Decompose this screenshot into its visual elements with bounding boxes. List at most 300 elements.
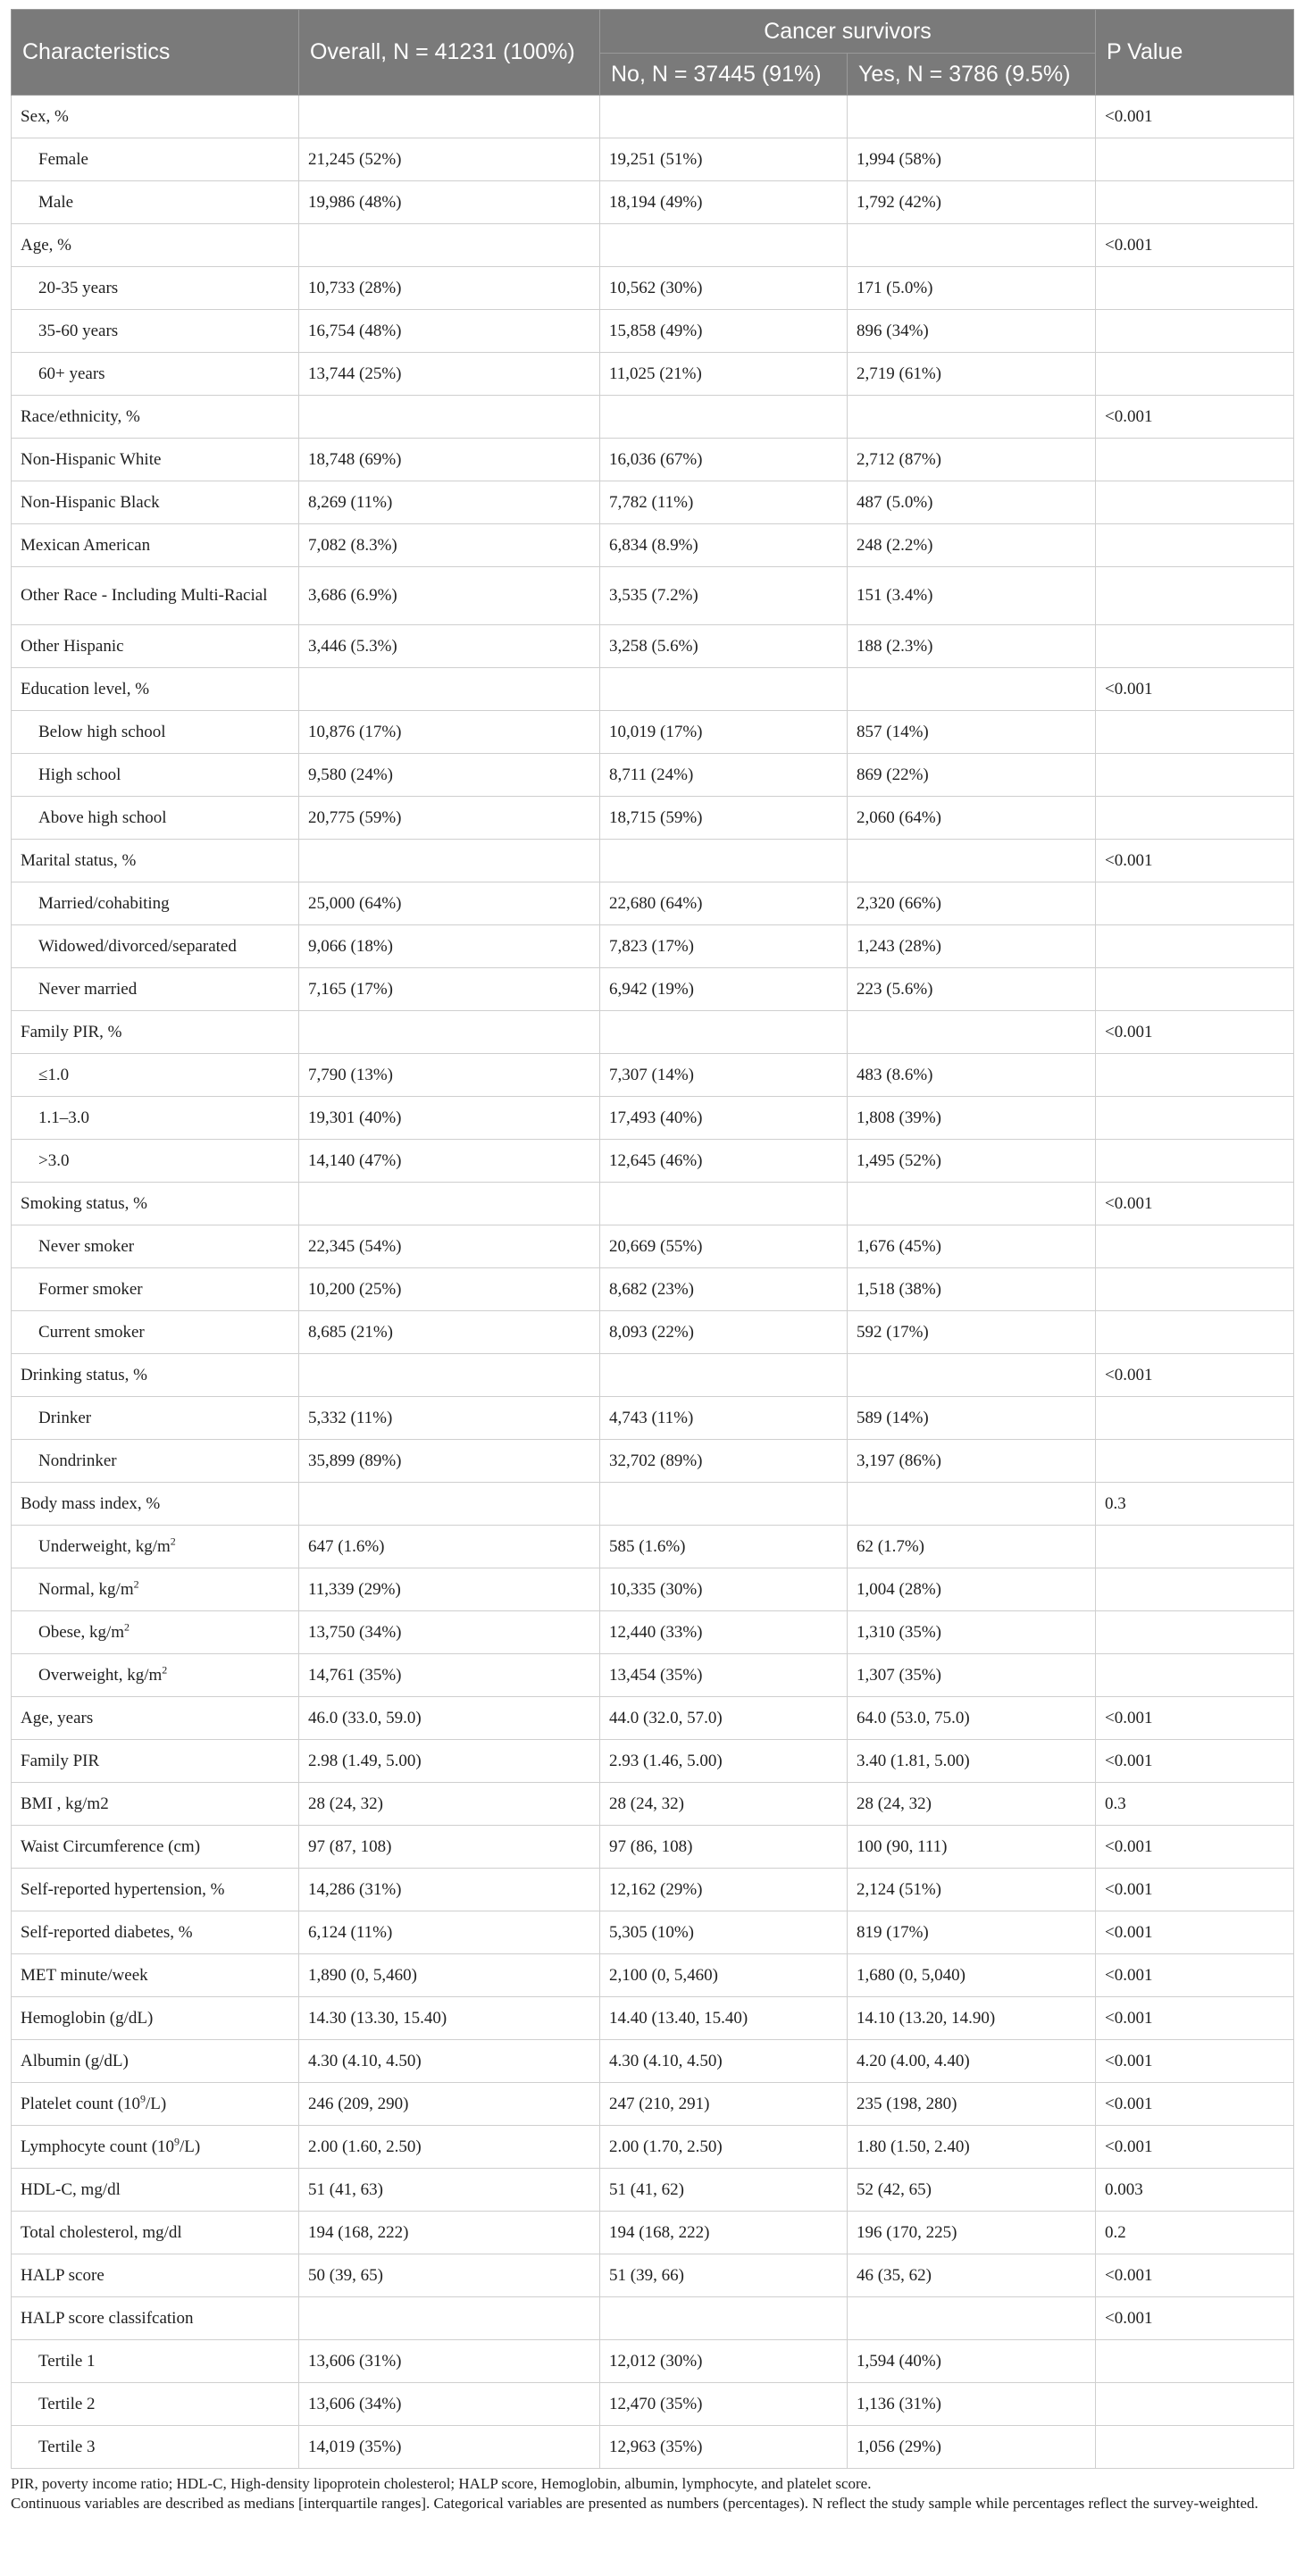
cell-characteristic (12, 797, 299, 840)
cell-label-text: Total cholesterol, mg/dl (21, 2222, 182, 2242)
cell-no: 585 (1.6%) (600, 1526, 848, 1568)
cell-p-value: <0.001 (1096, 1354, 1294, 1397)
cell-overall: 14,019 (35%) (299, 2426, 600, 2469)
cell-characteristic (12, 2040, 299, 2083)
cell-label-suffix: /L) (180, 2137, 201, 2156)
table-row (12, 1997, 1294, 2040)
cell-characteristic (12, 2297, 299, 2340)
cell-yes: 14.10 (13.20, 14.90) (848, 1997, 1096, 2040)
cell-no (600, 1483, 848, 1526)
cell-p-value: 0.2 (1096, 2212, 1294, 2254)
table-row (12, 2169, 1294, 2212)
cell-p-value (1096, 1611, 1294, 1654)
cell-yes: 28 (24, 32) (848, 1783, 1096, 1826)
cell-overall: 647 (1.6%) (299, 1526, 600, 1568)
cell-label-superscript: 2 (162, 1663, 168, 1677)
cell-yes (848, 1483, 1096, 1526)
cell-p-value: <0.001 (1096, 1869, 1294, 1911)
cell-no: 4,743 (11%) (600, 1397, 848, 1440)
cell-overall: 11,339 (29%) (299, 1568, 600, 1611)
cell-yes (848, 1183, 1096, 1225)
cell-no: 7,782 (11%) (600, 481, 848, 524)
cell-no (600, 224, 848, 267)
cell-no (600, 96, 848, 138)
cell-overall: 16,754 (48%) (299, 310, 600, 353)
cell-label-text: Above high school (38, 807, 167, 827)
cell-label-text: Never married (38, 979, 138, 999)
cell-no: 2,100 (0, 5,460) (600, 1954, 848, 1997)
cell-yes: 487 (5.0%) (848, 481, 1096, 524)
cell-no: 2.93 (1.46, 5.00) (600, 1740, 848, 1783)
cell-characteristic (12, 1011, 299, 1054)
cell-characteristic (12, 2426, 299, 2469)
cell-label-text: Tertile 2 (38, 2394, 96, 2413)
cell-yes: 171 (5.0%) (848, 267, 1096, 310)
cell-label-text: Married/cohabiting (38, 893, 170, 913)
cell-p-value: 0.3 (1096, 1483, 1294, 1526)
cell-p-value (1096, 567, 1294, 625)
cell-p-value (1096, 181, 1294, 224)
cell-p-value: 0.3 (1096, 1783, 1294, 1826)
cell-no: 10,335 (30%) (600, 1568, 848, 1611)
cell-characteristic (12, 925, 299, 968)
cell-characteristic (12, 439, 299, 481)
cell-p-value (1096, 1397, 1294, 1440)
cell-yes: 64.0 (53.0, 75.0) (848, 1697, 1096, 1740)
cell-characteristic (12, 1140, 299, 1183)
cell-characteristic (12, 1054, 299, 1097)
cell-label-text: Family PIR (21, 1751, 100, 1770)
table-row (12, 2297, 1294, 2340)
cell-p-value: <0.001 (1096, 2126, 1294, 2169)
cell-characteristic (12, 1311, 299, 1354)
table-footnotes (11, 2474, 1293, 2513)
table-row (12, 668, 1294, 711)
cell-label-text: >3.0 (38, 1150, 70, 1170)
cell-overall: 3,686 (6.9%) (299, 567, 600, 625)
table-row (12, 1568, 1294, 1611)
cell-characteristic (12, 2254, 299, 2297)
cell-no (600, 840, 848, 882)
cell-no: 18,194 (49%) (600, 181, 848, 224)
table-row (12, 224, 1294, 267)
cell-label-text: Obese, kg/m (38, 1622, 125, 1642)
cell-p-value: <0.001 (1096, 1954, 1294, 1997)
table-row (12, 481, 1294, 524)
table-row (12, 310, 1294, 353)
cell-yes: 2,124 (51%) (848, 1869, 1096, 1911)
cell-overall (299, 1183, 600, 1225)
cell-yes: 2,060 (64%) (848, 797, 1096, 840)
cell-p-value (1096, 138, 1294, 181)
cell-label-text: MET minute/week (21, 1965, 148, 1985)
table-row (12, 2126, 1294, 2169)
cell-characteristic (12, 625, 299, 668)
table-row (12, 1740, 1294, 1783)
cell-yes (848, 224, 1096, 267)
table-row (12, 711, 1294, 754)
cell-p-value: <0.001 (1096, 2083, 1294, 2126)
footnote-methods: Continuous variables are described as medians [interquartile ranges]. Categorical variables are presented as numbers (percentages). N reflect the study sample while percentages reflect the survey-weighted. (11, 2495, 1258, 2512)
cell-yes: 1,243 (28%) (848, 925, 1096, 968)
cell-yes (848, 668, 1096, 711)
cell-characteristic (12, 1654, 299, 1697)
cell-no: 12,162 (29%) (600, 1869, 848, 1911)
cell-label-text: Sex, % (21, 106, 69, 126)
cell-no: 10,019 (17%) (600, 711, 848, 754)
cell-yes: 1,136 (31%) (848, 2383, 1096, 2426)
cell-label-text: Drinker (38, 1408, 92, 1427)
cell-no: 8,711 (24%) (600, 754, 848, 797)
cell-p-value (1096, 1268, 1294, 1311)
table-row (12, 1826, 1294, 1869)
cell-overall (299, 96, 600, 138)
cell-characteristic (12, 1440, 299, 1483)
cell-characteristic (12, 310, 299, 353)
cell-p-value (1096, 754, 1294, 797)
table-row (12, 524, 1294, 567)
cell-no: 12,645 (46%) (600, 1140, 848, 1183)
cell-label-text: Female (38, 149, 88, 169)
cell-p-value: <0.001 (1096, 1911, 1294, 1954)
cell-overall: 22,345 (54%) (299, 1225, 600, 1268)
cell-characteristic (12, 1397, 299, 1440)
table-row (12, 2426, 1294, 2469)
cell-characteristic (12, 2340, 299, 2383)
cell-overall: 7,790 (13%) (299, 1054, 600, 1097)
cell-p-value: <0.001 (1096, 224, 1294, 267)
cell-overall: 246 (209, 290) (299, 2083, 600, 2126)
cell-label-text: ≤1.0 (38, 1065, 70, 1084)
table-row (12, 1911, 1294, 1954)
cell-overall (299, 1011, 600, 1054)
cell-overall: 46.0 (33.0, 59.0) (299, 1697, 600, 1740)
cell-characteristic (12, 2212, 299, 2254)
cell-yes: 1,808 (39%) (848, 1097, 1096, 1140)
cell-yes: 589 (14%) (848, 1397, 1096, 1440)
cell-overall: 14,761 (35%) (299, 1654, 600, 1697)
table-row (12, 2212, 1294, 2254)
cell-no: 8,093 (22%) (600, 1311, 848, 1354)
cell-overall: 194 (168, 222) (299, 2212, 600, 2254)
header-p-value: P Value (1096, 10, 1294, 96)
cell-label-text: BMI , kg/m2 (21, 1794, 109, 1813)
cell-characteristic (12, 1697, 299, 1740)
cell-characteristic (12, 754, 299, 797)
table-row (12, 1183, 1294, 1225)
cell-p-value (1096, 1054, 1294, 1097)
cell-label-suffix: /L) (146, 2094, 167, 2113)
cell-label-text: HDL-C, mg/dl (21, 2179, 121, 2199)
cell-label-text: Body mass index, % (21, 1493, 161, 1513)
cell-no: 32,702 (89%) (600, 1440, 848, 1483)
table-row (12, 1654, 1294, 1697)
cell-yes: 100 (90, 111) (848, 1826, 1096, 1869)
cell-no: 3,258 (5.6%) (600, 625, 848, 668)
cell-p-value (1096, 968, 1294, 1011)
cell-characteristic (12, 181, 299, 224)
cell-no: 12,440 (33%) (600, 1611, 848, 1654)
cell-overall: 13,750 (34%) (299, 1611, 600, 1654)
cell-p-value (1096, 2426, 1294, 2469)
table-row (12, 1097, 1294, 1140)
table-row (12, 2254, 1294, 2297)
cell-no (600, 668, 848, 711)
table-row (12, 1526, 1294, 1568)
cell-no: 13,454 (35%) (600, 1654, 848, 1697)
cell-characteristic (12, 1268, 299, 1311)
cell-no: 12,963 (35%) (600, 2426, 848, 2469)
cell-p-value: <0.001 (1096, 2254, 1294, 2297)
cell-p-value: <0.001 (1096, 840, 1294, 882)
cell-no: 4.30 (4.10, 4.50) (600, 2040, 848, 2083)
cell-no (600, 1354, 848, 1397)
cell-p-value (1096, 481, 1294, 524)
characteristics-table (11, 9, 1294, 2469)
cell-p-value: <0.001 (1096, 2040, 1294, 2083)
cell-yes: 52 (42, 65) (848, 2169, 1096, 2212)
cell-yes: 3,197 (86%) (848, 1440, 1096, 1483)
cell-characteristic (12, 1997, 299, 2040)
cell-characteristic (12, 1783, 299, 1826)
table-row (12, 882, 1294, 925)
header-characteristics: Characteristics (12, 10, 299, 96)
cell-yes: 857 (14%) (848, 711, 1096, 754)
cell-characteristic (12, 1225, 299, 1268)
table-row (12, 1483, 1294, 1526)
cell-p-value: <0.001 (1096, 668, 1294, 711)
cell-label-text: Current smoker (38, 1322, 145, 1342)
cell-characteristic (12, 224, 299, 267)
cell-no: 247 (210, 291) (600, 2083, 848, 2126)
cell-characteristic (12, 968, 299, 1011)
cell-characteristic (12, 267, 299, 310)
cell-p-value (1096, 1526, 1294, 1568)
cell-label-text: Lymphocyte count (10 (21, 2137, 175, 2156)
cell-no (600, 396, 848, 439)
cell-p-value (1096, 925, 1294, 968)
cell-no: 194 (168, 222) (600, 2212, 848, 2254)
cell-characteristic (12, 2383, 299, 2426)
cell-label-text: Race/ethnicity, % (21, 406, 140, 426)
cell-no: 51 (41, 62) (600, 2169, 848, 2212)
cell-overall: 20,775 (59%) (299, 797, 600, 840)
table-row (12, 1954, 1294, 1997)
cell-characteristic (12, 1483, 299, 1526)
cell-no: 97 (86, 108) (600, 1826, 848, 1869)
cell-characteristic (12, 524, 299, 567)
cell-label-superscript: 9 (140, 2092, 146, 2105)
cell-yes: 196 (170, 225) (848, 2212, 1096, 2254)
cell-label-text: HALP score (21, 2265, 104, 2285)
cell-overall: 18,748 (69%) (299, 439, 600, 481)
cell-no: 28 (24, 32) (600, 1783, 848, 1826)
cell-yes: 896 (34%) (848, 310, 1096, 353)
cell-overall: 51 (41, 63) (299, 2169, 600, 2212)
cell-no: 19,251 (51%) (600, 138, 848, 181)
cell-p-value (1096, 267, 1294, 310)
table-row (12, 1783, 1294, 1826)
cell-no: 20,669 (55%) (600, 1225, 848, 1268)
cell-label-text: Male (38, 192, 74, 212)
cell-p-value: <0.001 (1096, 1183, 1294, 1225)
cell-yes: 235 (198, 280) (848, 2083, 1096, 2126)
cell-label-text: Normal, kg/m (38, 1579, 134, 1599)
table-row (12, 754, 1294, 797)
cell-overall: 9,580 (24%) (299, 754, 600, 797)
cell-characteristic (12, 1740, 299, 1783)
cell-overall: 14,140 (47%) (299, 1140, 600, 1183)
cell-no: 7,307 (14%) (600, 1054, 848, 1097)
cell-p-value (1096, 524, 1294, 567)
cell-yes: 1,307 (35%) (848, 1654, 1096, 1697)
table-row (12, 1054, 1294, 1097)
table-row (12, 353, 1294, 396)
cell-label-text: 35-60 years (38, 321, 119, 340)
cell-overall: 1,890 (0, 5,460) (299, 1954, 600, 1997)
cell-label-text: Tertile 1 (38, 2351, 96, 2371)
cell-p-value: <0.001 (1096, 2297, 1294, 2340)
cell-yes: 1,310 (35%) (848, 1611, 1096, 1654)
cell-overall: 21,245 (52%) (299, 138, 600, 181)
cell-p-value (1096, 625, 1294, 668)
cell-no: 22,680 (64%) (600, 882, 848, 925)
table-row (12, 2040, 1294, 2083)
cell-label-text: Education level, % (21, 679, 150, 698)
cell-characteristic (12, 1354, 299, 1397)
cell-yes: 1,004 (28%) (848, 1568, 1096, 1611)
cell-overall: 6,124 (11%) (299, 1911, 600, 1954)
cell-p-value: <0.001 (1096, 1011, 1294, 1054)
table-row (12, 138, 1294, 181)
cell-no: 15,858 (49%) (600, 310, 848, 353)
cell-no: 44.0 (32.0, 57.0) (600, 1697, 848, 1740)
cell-overall: 19,986 (48%) (299, 181, 600, 224)
cell-label-text: Other Hispanic (21, 636, 124, 656)
cell-yes: 248 (2.2%) (848, 524, 1096, 567)
cell-p-value: <0.001 (1096, 1997, 1294, 2040)
cell-overall: 14,286 (31%) (299, 1869, 600, 1911)
cell-p-value (1096, 1097, 1294, 1140)
cell-label-text: Marital status, % (21, 850, 137, 870)
cell-p-value: <0.001 (1096, 1697, 1294, 1740)
table-row (12, 439, 1294, 481)
cell-no: 14.40 (13.40, 15.40) (600, 1997, 848, 2040)
cell-characteristic (12, 1097, 299, 1140)
header-yes: Yes, N = 3786 (9.5%) (848, 54, 1096, 96)
cell-overall: 13,744 (25%) (299, 353, 600, 396)
table-row (12, 1397, 1294, 1440)
cell-yes: 1.80 (1.50, 2.40) (848, 2126, 1096, 2169)
header-row (12, 10, 1294, 54)
cell-p-value (1096, 711, 1294, 754)
cell-label-superscript: 2 (170, 1535, 176, 1548)
table-row (12, 1140, 1294, 1183)
cell-no: 6,834 (8.9%) (600, 524, 848, 567)
cell-overall: 3,446 (5.3%) (299, 625, 600, 668)
cell-characteristic (12, 138, 299, 181)
cell-no: 11,025 (21%) (600, 353, 848, 396)
cell-yes: 1,495 (52%) (848, 1140, 1096, 1183)
cell-no: 8,682 (23%) (600, 1268, 848, 1311)
table-row (12, 1311, 1294, 1354)
cell-no (600, 1183, 848, 1225)
cell-no: 18,715 (59%) (600, 797, 848, 840)
cell-no (600, 1011, 848, 1054)
cell-label-text: Hemoglobin (g/dL) (21, 2008, 154, 2028)
cell-yes: 46 (35, 62) (848, 2254, 1096, 2297)
cell-overall (299, 2297, 600, 2340)
cell-p-value: <0.001 (1096, 396, 1294, 439)
cell-characteristic (12, 396, 299, 439)
header-no: No, N = 37445 (91%) (600, 54, 848, 96)
cell-overall: 7,082 (8.3%) (299, 524, 600, 567)
cell-label-text: Mexican American (21, 535, 151, 555)
cell-p-value: <0.001 (1096, 96, 1294, 138)
cell-overall (299, 1483, 600, 1526)
cell-characteristic (12, 96, 299, 138)
cell-characteristic (12, 668, 299, 711)
cell-label-superscript: 2 (133, 1577, 139, 1591)
cell-overall: 35,899 (89%) (299, 1440, 600, 1483)
cell-label-text: Family PIR, % (21, 1022, 122, 1041)
cell-yes: 592 (17%) (848, 1311, 1096, 1354)
cell-p-value (1096, 439, 1294, 481)
cell-overall: 5,332 (11%) (299, 1397, 600, 1440)
cell-yes: 1,676 (45%) (848, 1225, 1096, 1268)
cell-characteristic (12, 1611, 299, 1654)
cell-no: 12,470 (35%) (600, 2383, 848, 2426)
table-body (12, 96, 1294, 2469)
cell-p-value (1096, 353, 1294, 396)
cell-yes: 62 (1.7%) (848, 1526, 1096, 1568)
cell-label-text: Drinking status, % (21, 1365, 147, 1384)
cell-characteristic (12, 1183, 299, 1225)
cell-label-text: Albumin (g/dL) (21, 2051, 129, 2070)
cell-label-text: 1.1–3.0 (38, 1108, 89, 1127)
table-row (12, 1268, 1294, 1311)
table-row (12, 1225, 1294, 1268)
footnote-abbreviations: PIR, poverty income ratio; HDL-C, High-density lipoprotein cholesterol; HALP score, Hemoglobin, albumin, lymphocyte, and platelet score. (11, 2475, 872, 2492)
cell-characteristic (12, 1869, 299, 1911)
cell-label-text: Non-Hispanic Black (21, 492, 160, 512)
cell-label-text: Former smoker (38, 1279, 143, 1299)
cell-overall: 97 (87, 108) (299, 1826, 600, 1869)
cell-characteristic (12, 840, 299, 882)
cell-yes: 188 (2.3%) (848, 625, 1096, 668)
cell-yes: 1,056 (29%) (848, 2426, 1096, 2469)
cell-overall (299, 668, 600, 711)
cell-no: 10,562 (30%) (600, 267, 848, 310)
cell-yes (848, 1011, 1096, 1054)
cell-no: 17,493 (40%) (600, 1097, 848, 1140)
cell-label-text: Smoking status, % (21, 1193, 147, 1213)
cell-label-text: Underweight, kg/m (38, 1536, 171, 1556)
cell-characteristic (12, 2126, 299, 2169)
cell-no: 7,823 (17%) (600, 925, 848, 968)
cell-yes: 1,792 (42%) (848, 181, 1096, 224)
cell-label-superscript: 2 (124, 1620, 130, 1634)
cell-no: 12,012 (30%) (600, 2340, 848, 2383)
cell-no: 16,036 (67%) (600, 439, 848, 481)
cell-yes (848, 2297, 1096, 2340)
table-row (12, 2383, 1294, 2426)
cell-no (600, 2297, 848, 2340)
cell-yes: 869 (22%) (848, 754, 1096, 797)
cell-label-text: Self-reported diabetes, % (21, 1922, 193, 1942)
cell-characteristic (12, 2083, 299, 2126)
table-row (12, 1697, 1294, 1740)
